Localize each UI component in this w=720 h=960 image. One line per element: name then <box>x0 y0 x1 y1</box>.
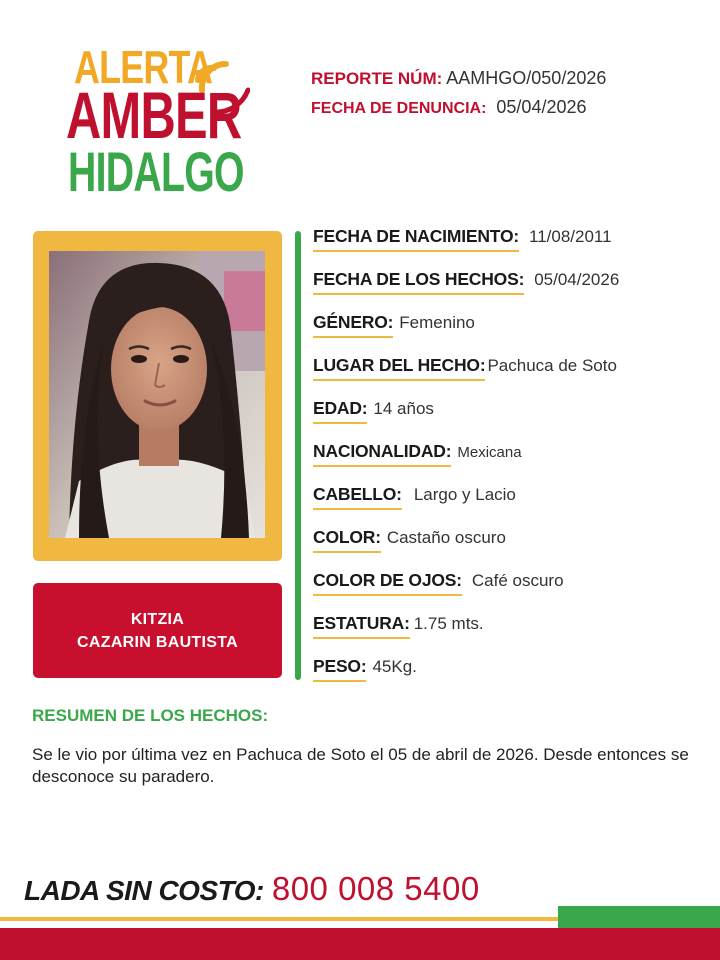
summary-title: RESUMEN DE LOS HECHOS: <box>32 706 269 725</box>
field-label: EDAD: <box>313 398 367 424</box>
alerta-amber-logo <box>60 41 250 204</box>
logo-alerta-text: ALERTA <box>74 41 213 93</box>
missing-person-photo <box>49 251 265 538</box>
field-location <box>313 355 617 381</box>
field-age <box>313 398 434 424</box>
field-value: Café oscuro <box>471 571 564 590</box>
green-divider <box>295 231 301 680</box>
field-label: PESO: <box>313 656 366 682</box>
field-value: Castaño oscuro <box>386 528 506 547</box>
field-value: 14 años <box>373 399 434 418</box>
field-label: FECHA DE NACIMIENTO: <box>313 226 519 252</box>
field-value: 1.75 mts. <box>413 614 484 633</box>
field-label: GÉNERO: <box>313 312 393 338</box>
field-label: LUGAR DEL HECHO: <box>313 355 485 381</box>
field-eye-color <box>313 570 564 596</box>
field-value: Largo y Lacio <box>413 485 516 504</box>
field-label: ESTATURA: <box>313 613 410 639</box>
toll-free-number[interactable]: 800 008 5400 <box>271 870 480 907</box>
logo-amber-text: AMBER <box>66 78 242 152</box>
footer-yellow-stripe <box>0 917 560 921</box>
toll-free-label: LADA SIN COSTO: <box>24 875 264 906</box>
field-nationality <box>313 441 522 467</box>
field-birthdate <box>313 226 612 252</box>
report-date-label: FECHA DE DENUNCIA: <box>311 100 487 117</box>
summary-text: Se le vio por última vez en Pachuca de Soto el 05 de abril de 2026. Desde entonces se desconoce su paradero. <box>32 745 689 786</box>
report-header <box>311 68 606 118</box>
field-label: CABELLO: <box>313 484 402 510</box>
toll-free-line <box>24 870 480 908</box>
field-event-date <box>313 269 619 295</box>
field-hair-color <box>313 527 506 553</box>
report-number-value: AAMHGO/050/2026 <box>446 68 607 88</box>
person-name-box <box>33 583 282 678</box>
field-label: COLOR DE OJOS: <box>313 570 462 596</box>
photo-frame <box>33 231 282 561</box>
field-gender <box>313 312 475 338</box>
field-value: 11/08/2011 <box>529 227 612 246</box>
field-label: NACIONALIDAD: <box>313 441 451 467</box>
logo-hidalgo-text: HIDALGO <box>68 140 244 203</box>
report-number-label: REPORTE NÚM: <box>311 69 443 88</box>
portrait-image <box>49 251 265 538</box>
field-value: Pachuca de Soto <box>487 356 617 375</box>
person-first-name: KITZIA <box>130 610 185 628</box>
person-last-name: CAZARIN BAUTISTA <box>77 633 238 651</box>
field-weight <box>313 656 417 682</box>
field-value: Mexicana <box>457 444 522 461</box>
field-value: 05/04/2026 <box>534 270 620 289</box>
field-label: COLOR: <box>313 527 381 553</box>
field-hair <box>313 484 516 510</box>
field-label: FECHA DE LOS HECHOS: <box>313 269 524 295</box>
report-date-row <box>311 97 606 118</box>
footer-green-block <box>558 906 720 928</box>
field-height <box>313 613 484 639</box>
field-value: 45Kg. <box>372 657 417 676</box>
field-value: Femenino <box>399 313 475 332</box>
report-number-row <box>311 68 606 89</box>
footer-red-band <box>0 928 720 960</box>
report-date-value: 05/04/2026 <box>496 97 587 117</box>
